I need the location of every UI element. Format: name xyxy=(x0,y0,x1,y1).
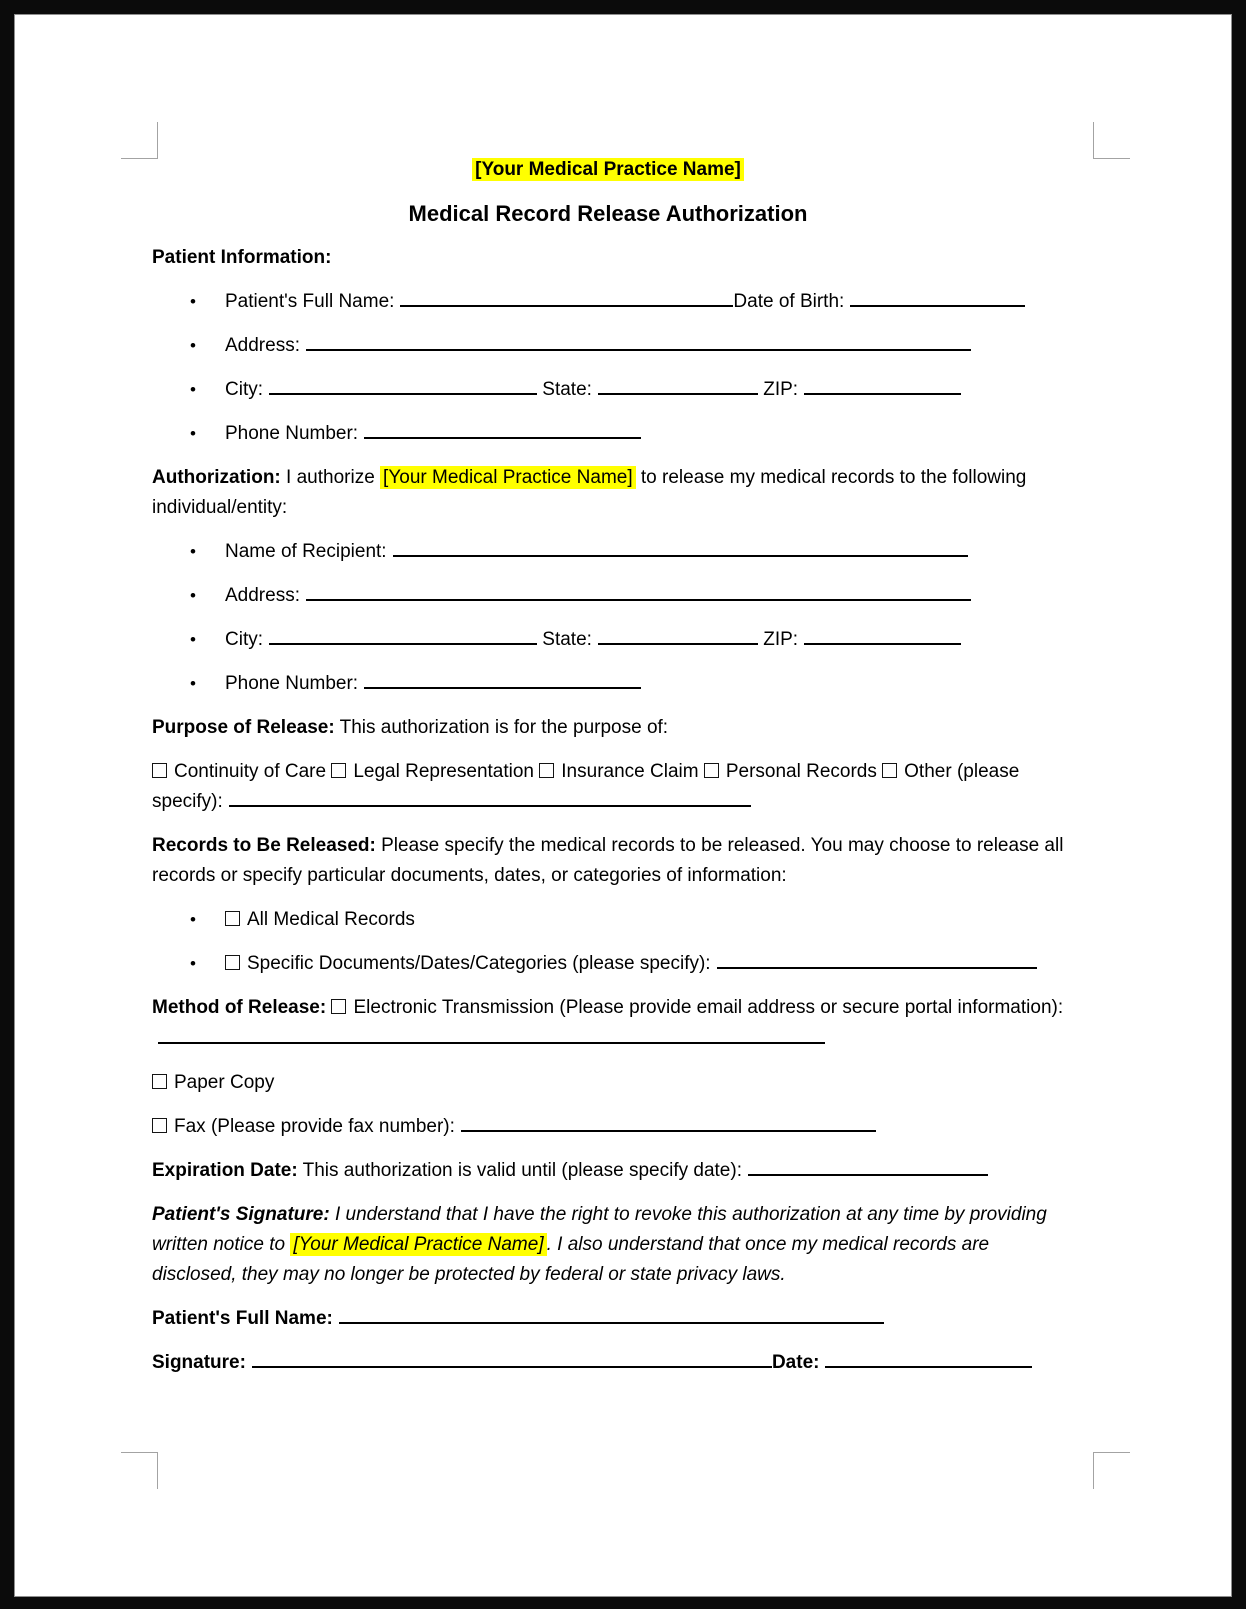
checkbox-icon xyxy=(882,763,897,778)
document-title: Medical Record Release Authorization xyxy=(408,201,808,226)
fax-row xyxy=(152,1112,1064,1142)
checkbox-icon xyxy=(225,955,240,970)
authorization-text-before: I authorize xyxy=(280,467,381,489)
recipient-state-blank xyxy=(598,625,758,645)
footer-signature-row xyxy=(152,1348,1064,1378)
expiration-blank xyxy=(748,1156,988,1176)
recipient-zip-label: ZIP: xyxy=(763,629,799,651)
patient-city-row xyxy=(152,375,1064,405)
footer-signature-blank xyxy=(252,1348,772,1368)
purpose-option-label: Other (please specify): xyxy=(152,761,1020,813)
patient-info-list xyxy=(152,287,1064,449)
patient-city-blank xyxy=(269,375,537,395)
recipient-address-row xyxy=(152,581,1064,611)
purpose-options-row xyxy=(152,757,1064,817)
recipient-address-label: Address: xyxy=(225,585,300,607)
patient-phone-label: Phone Number: xyxy=(225,423,359,445)
patient-full-name-row xyxy=(152,287,1064,317)
purpose-lead: Purpose of Release: xyxy=(152,717,335,739)
purpose-other-blank xyxy=(229,787,751,807)
records-list xyxy=(152,905,1064,979)
authorization-paragraph xyxy=(152,463,1064,523)
footer-signature-label: Signature: xyxy=(152,1351,246,1373)
recipient-info-list xyxy=(152,537,1064,699)
footer-full-name-label: Patient's Full Name: xyxy=(152,1307,333,1329)
method-electronic-blank xyxy=(158,1023,825,1043)
records-lead: Records to Be Released: xyxy=(152,835,376,857)
practice-name-highlight: [Your Medical Practice Name] xyxy=(380,466,636,489)
signature-notice-text-before: I understand that I have the right to revoke this authorization at any time by providing written notice to xyxy=(152,1203,1047,1255)
footer-date-blank xyxy=(825,1348,1032,1368)
specific-records-label: Specific Documents/Dates/Categories (please specify): xyxy=(247,953,711,975)
recipient-name-row xyxy=(152,537,1064,567)
patient-phone-blank xyxy=(364,419,641,439)
recipient-name-label: Name of Recipient: xyxy=(225,541,387,563)
patient-zip-label: ZIP: xyxy=(763,379,799,401)
checkbox-icon xyxy=(539,763,554,778)
purpose-heading xyxy=(152,713,1064,743)
checkbox-icon xyxy=(152,763,167,778)
authorization-text-after: to release my medical records to the following individual/entity: xyxy=(152,467,1027,519)
footer-full-name-row xyxy=(152,1304,1064,1334)
method-lead: Method of Release: xyxy=(152,997,327,1019)
document-content xyxy=(152,14,1064,1392)
checkbox-icon xyxy=(331,999,346,1014)
specific-records-row xyxy=(152,949,1064,979)
expiration-lead: Expiration Date: xyxy=(152,1159,298,1181)
purpose-option-label: Continuity of Care xyxy=(174,761,327,783)
all-records-row xyxy=(152,905,1064,935)
recipient-phone-blank xyxy=(364,669,641,689)
margin-crop-mark-top-right xyxy=(1093,122,1130,159)
footer-date-label: Date: xyxy=(771,1351,820,1373)
patient-full-name-blank xyxy=(400,287,733,307)
purpose-option-label: Insurance Claim xyxy=(561,761,699,783)
checkbox-icon xyxy=(152,1118,167,1133)
patient-address-row xyxy=(152,331,1064,361)
recipient-address-blank xyxy=(306,581,971,601)
patient-state-blank xyxy=(598,375,758,395)
expiration-text: This authorization is valid until (please specify date): xyxy=(297,1159,742,1181)
signature-notice-paragraph xyxy=(152,1200,1064,1290)
expiration-paragraph xyxy=(152,1156,1064,1186)
patient-address-blank xyxy=(306,331,971,351)
practice-name-header xyxy=(152,155,1064,185)
practice-name-highlight: [Your Medical Practice Name] xyxy=(472,158,744,181)
recipient-phone-row xyxy=(152,669,1064,699)
checkbox-icon xyxy=(331,763,346,778)
checkbox-icon xyxy=(704,763,719,778)
method-paragraph xyxy=(152,993,1064,1053)
dob-blank xyxy=(850,287,1025,307)
checkbox-icon xyxy=(225,911,240,926)
margin-crop-mark-bottom-right xyxy=(1093,1452,1130,1489)
purpose-option-label: Personal Records xyxy=(725,761,877,783)
patient-phone-row xyxy=(152,419,1064,449)
purpose-option-label: Legal Representation xyxy=(353,761,534,783)
recipient-name-blank xyxy=(393,537,968,557)
patient-city-label: City: xyxy=(225,379,263,401)
signature-notice-text-after: . I also understand that once my medical records are disclosed, they may no longer be protected by federal or state privacy laws. xyxy=(152,1233,990,1285)
document-page xyxy=(14,14,1232,1597)
recipient-zip-blank xyxy=(804,625,961,645)
patient-full-name-label: Patient's Full Name: xyxy=(225,291,395,313)
specific-records-blank xyxy=(717,949,1037,969)
footer-full-name-blank xyxy=(339,1304,884,1324)
recipient-city-row xyxy=(152,625,1064,655)
patient-zip-blank xyxy=(804,375,961,395)
authorization-lead: Authorization: xyxy=(152,467,281,489)
fax-blank xyxy=(461,1112,876,1132)
patient-address-label: Address: xyxy=(225,335,300,357)
paper-copy-label: Paper Copy xyxy=(174,1071,275,1093)
records-intro: Please specify the medical records to be released. You may choose to release all records or specify particular documents, dates, or categories of information: xyxy=(152,835,1064,887)
paper-copy-row xyxy=(152,1068,1064,1098)
section-heading-patient-info: Patient Information: xyxy=(152,247,332,268)
signature-notice-lead: Patient's Signature: xyxy=(152,1203,330,1225)
margin-crop-mark-bottom-left xyxy=(121,1452,158,1489)
method-electronic-label: Electronic Transmission (Please provide email address or secure portal information): xyxy=(353,997,1064,1019)
dob-label: Date of Birth: xyxy=(733,291,845,313)
patient-state-label: State: xyxy=(542,379,592,401)
records-paragraph xyxy=(152,831,1064,891)
recipient-state-label: State: xyxy=(542,629,592,651)
all-records-label: All Medical Records xyxy=(247,909,415,931)
checkbox-icon xyxy=(152,1074,167,1089)
recipient-phone-label: Phone Number: xyxy=(225,673,359,695)
practice-name-highlight: [Your Medical Practice Name] xyxy=(290,1233,546,1256)
purpose-intro: This authorization is for the purpose of: xyxy=(334,717,669,739)
recipient-city-blank xyxy=(269,625,537,645)
recipient-city-label: City: xyxy=(225,629,263,651)
fax-label: Fax (Please provide fax number): xyxy=(174,1115,455,1137)
